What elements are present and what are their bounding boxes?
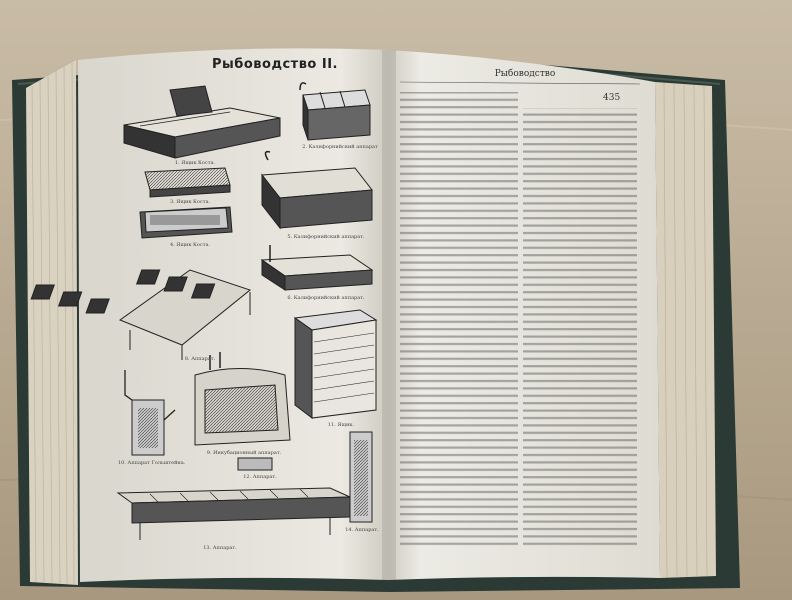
figure-caption: 13. Аппарат. bbox=[203, 545, 237, 551]
running-head: Рыбоводство bbox=[494, 69, 556, 79]
figure-caption: 8. Аппарат. bbox=[184, 356, 216, 362]
plate-title: Рыбоводство II. bbox=[212, 57, 338, 72]
figure-caption: 14. Аппарат. bbox=[345, 527, 379, 533]
figure-caption: 10. Аппарат Гольштейна. bbox=[118, 460, 186, 466]
figure-3-tray bbox=[145, 168, 230, 197]
figure-caption: 11. Ящик. bbox=[327, 422, 355, 428]
figure-caption: 2. Калифорнийский аппарат bbox=[302, 144, 378, 150]
figure-caption: 5. Калифорнийский аппарат. bbox=[287, 234, 365, 240]
figure-11-cabinet bbox=[295, 310, 376, 418]
text-column-left bbox=[400, 92, 518, 550]
figure-caption: 1. Ящик Коста. bbox=[174, 160, 216, 166]
gutter bbox=[382, 50, 396, 580]
figure-14-column bbox=[350, 432, 372, 522]
page-number: 435 bbox=[603, 93, 621, 103]
figure-caption: 6. Калифорнийский аппарат. bbox=[287, 295, 365, 301]
figure-caption: 12. Аппарат. bbox=[243, 474, 277, 480]
figure-caption: 9. Инкубационный аппарат. bbox=[206, 450, 282, 456]
text-column-right bbox=[523, 108, 637, 550]
figure-caption: 4. Ящик Коста. bbox=[169, 242, 211, 248]
figure-4-tub bbox=[140, 207, 232, 238]
figure-caption: 3. Ящик Коста. bbox=[169, 199, 211, 205]
